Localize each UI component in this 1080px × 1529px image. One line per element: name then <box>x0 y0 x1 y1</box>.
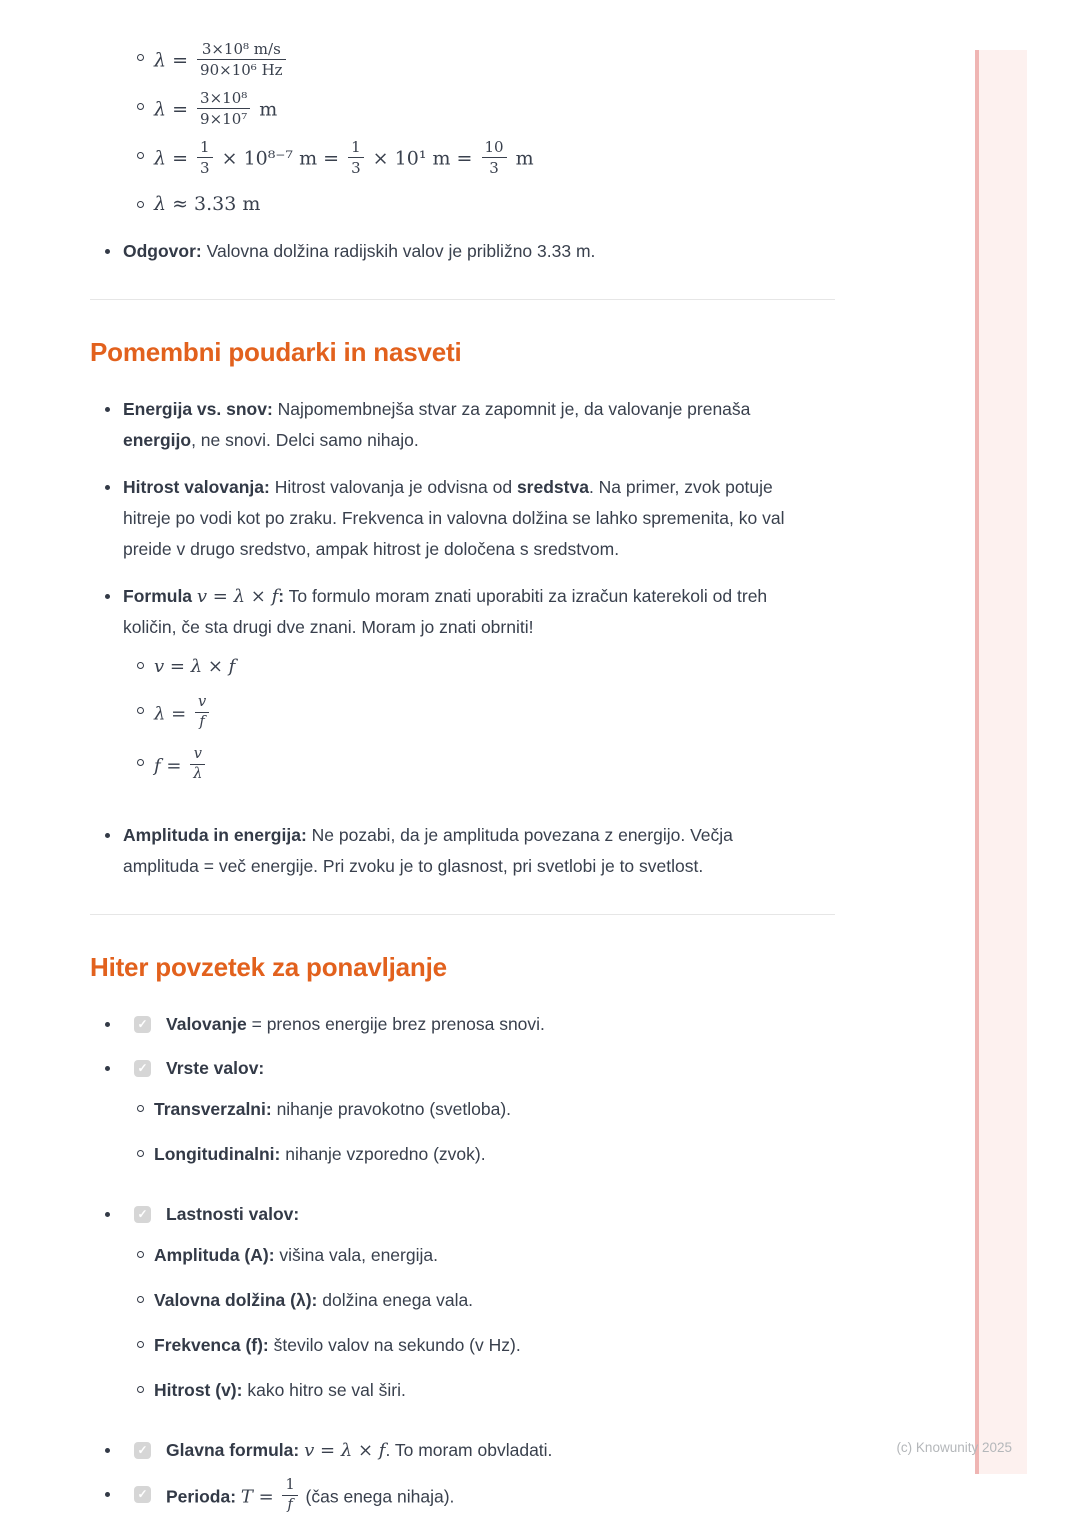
bullet-icon <box>105 594 110 599</box>
summary-item-text: Lastnosti valov: <box>166 1203 300 1224</box>
tip-text: Hitrost valovanja: Hitrost valovanja je odvisna od sredstva. Na primer, zvok potuje hitreje po vodi kot po zraku. Frekvenca in valovna dolžina se lahko spremenita, ko val preide v drugo sredstvo, ampak hitrost je določena s sredstvom. <box>123 477 785 559</box>
calc-step <box>90 189 835 220</box>
circle-bullet-icon <box>137 1105 144 1112</box>
section-title-tips: Pomembni poudarki in nasveti <box>90 337 462 367</box>
tip-bullet-formula <box>90 581 835 800</box>
bullet-icon <box>105 249 110 254</box>
summary-item-perioda <box>90 1476 835 1517</box>
calc-step <box>90 42 835 81</box>
checked-checkbox-icon <box>134 1206 151 1223</box>
section-divider <box>90 914 835 915</box>
summary-sub-item <box>90 1285 835 1316</box>
summary-sub-list <box>90 1094 835 1184</box>
tips-list <box>90 394 835 882</box>
calc-step-text: λ = $\frac{\text{3×10⁸}}{\text{9×10⁷}}$ m <box>154 89 278 128</box>
formula-variant <box>90 651 835 682</box>
bullet-icon <box>105 1212 110 1217</box>
calc-step-text: λ ≈ 3.33 m <box>154 193 261 215</box>
section-divider <box>90 299 835 300</box>
calc-step <box>90 91 835 130</box>
circle-bullet-icon <box>137 201 144 208</box>
formula-variant <box>90 745 835 786</box>
tip-bullet-hitrost-valovanja <box>90 472 835 565</box>
fraction: $\frac{1}{3}$ <box>197 138 213 177</box>
summary-item-glavna-formula <box>90 1435 835 1466</box>
summary-sub-text: Amplituda (A): višina vala, energija. <box>154 1244 438 1265</box>
summary-item-text: Glavna formula: v = λ × f. To moram obvladati. <box>166 1439 553 1461</box>
fraction: $\frac{1}{3}$ <box>348 138 364 177</box>
bullet-icon <box>105 1066 110 1071</box>
circle-bullet-icon <box>137 1386 144 1393</box>
summary-sub-text: Frekvenca (f): število valov na sekundo (v Hz). <box>154 1334 521 1355</box>
circle-bullet-icon <box>137 1150 144 1157</box>
copyright-text: (c) Knowunity 2025 <box>896 1440 1012 1455</box>
answer-list <box>90 236 835 267</box>
summary-sub-item <box>90 1139 835 1170</box>
formula-variant-text: v = λ × f <box>154 656 236 677</box>
circle-bullet-icon <box>137 662 144 669</box>
summary-sub-item <box>90 1375 835 1406</box>
tip-text: Formula v = λ × f: To formulo moram znati uporabiti za izračun katerekoli od treh količin, če sta drugi dve znani. Moram jo znati obrniti! <box>123 586 768 637</box>
tip-text: Amplituda in energija: Ne pozabi, da je amplituda povezana z energijo. Večja amplituda = več energije. Pri zvoku je to glasnost, pri svetlobi je to svetlost. <box>123 824 733 876</box>
summary-sub-item <box>90 1094 835 1125</box>
summary-item-lastnosti-valov <box>90 1199 835 1422</box>
bullet-icon <box>105 1492 110 1497</box>
formula-variant-text: λ = $\frac{v}{f}$ <box>154 696 212 734</box>
summary-checklist <box>90 1009 835 1517</box>
circle-bullet-icon <box>137 1251 144 1258</box>
summary-item-vrste-valov <box>90 1053 835 1186</box>
document-content <box>90 0 835 1529</box>
summary-sub-item <box>90 1240 835 1271</box>
formula-variant-text: f = $\frac{v}{\lambda}$ <box>154 748 208 786</box>
bullet-icon <box>105 407 110 412</box>
fraction: $\frac{v}{f}$ <box>195 694 209 732</box>
summary-sub-item <box>90 1330 835 1361</box>
formula-variants-list <box>90 651 835 800</box>
bullet-icon <box>105 1022 110 1027</box>
summary-sub-text: Longitudinalni: nihanje vzporedno (zvok). <box>154 1143 486 1164</box>
bullet-icon <box>105 833 110 838</box>
checked-checkbox-icon <box>134 1442 151 1459</box>
fraction: $\frac{\text{3×10⁸ m/s}}{\text{90×10⁶ Hz}}$ <box>197 40 286 79</box>
circle-bullet-icon <box>137 152 144 159</box>
summary-sub-text: Transverzalni: nihanje pravokotno (svetloba). <box>154 1098 512 1119</box>
checked-checkbox-icon <box>134 1016 151 1033</box>
tip-bullet-energija-vs-snov <box>90 394 835 456</box>
bullet-icon <box>105 485 110 490</box>
circle-bullet-icon <box>137 103 144 110</box>
summary-item-valovanje <box>90 1009 835 1040</box>
fraction: $\frac{v}{\lambda}$ <box>190 746 205 784</box>
formula-variant <box>90 696 835 734</box>
tip-text: Energija vs. snov: Najpomembnejša stvar za zapomnit je, da valovanje prenaša energijo, ne snovi. Delci samo nihajo. <box>123 399 751 450</box>
summary-item-text: Vrste valov: <box>166 1057 265 1078</box>
answer-text: Odgovor: Valovna dolžina radijskih valov je približno 3.33 m. <box>123 241 596 261</box>
fraction: $\frac{1}{f}$ <box>282 1477 297 1515</box>
checked-checkbox-icon <box>134 1060 151 1077</box>
summary-item-text: Valovanje = prenos energije brez prenosa snovi. <box>166 1013 545 1034</box>
summary-item-text: Perioda: T = $\frac{1}{f}$ (čas enega nihaja). <box>166 1476 455 1513</box>
checked-checkbox-icon <box>134 1486 151 1503</box>
calc-step-text: λ = $\frac{1}{3}$ × 10⁸⁻⁷ m = $\frac{1}{3}$ × 10¹ m = $\frac{10}{3}$ m <box>154 138 534 177</box>
circle-bullet-icon <box>137 707 144 714</box>
summary-sub-text: Hitrost (v): kako hitro se val širi. <box>154 1379 406 1400</box>
tip-bullet-amplituda-energija <box>90 820 835 882</box>
fraction: $\frac{\text{3×10⁸}}{\text{9×10⁷}}$ <box>197 89 250 128</box>
answer-bullet <box>90 236 835 267</box>
calculation-steps-list <box>90 42 835 220</box>
fraction: $\frac{10}{3}$ <box>482 138 507 177</box>
circle-bullet-icon <box>137 54 144 61</box>
calc-step <box>90 140 835 179</box>
section-title-summary: Hiter povzetek za ponavljanje <box>90 951 447 982</box>
calc-step-text: λ = $\frac{\text{3×10⁸ m/s}}{\text{90×10⁶ Hz}}$ <box>154 42 289 81</box>
summary-sub-text: Valovna dolžina (λ): dolžina enega vala. <box>154 1289 474 1310</box>
circle-bullet-icon <box>137 759 144 766</box>
bullet-icon <box>105 1448 110 1453</box>
page-edge-stripe <box>975 50 1027 1474</box>
circle-bullet-icon <box>137 1296 144 1303</box>
circle-bullet-icon <box>137 1341 144 1348</box>
summary-sub-list <box>90 1240 835 1420</box>
